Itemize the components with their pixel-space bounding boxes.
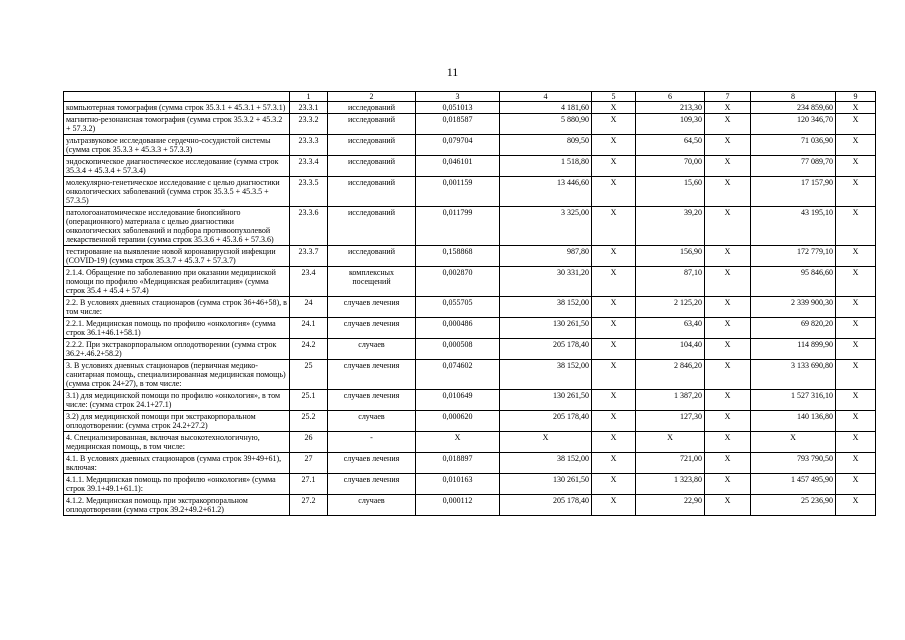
row-col3: 0,051013 (416, 102, 500, 114)
row-col8: X (751, 432, 836, 453)
row-col6: 721,00 (636, 453, 705, 474)
row-col8: 95 846,60 (751, 267, 836, 297)
row-name: магнитно-резонансная томография (сумма строк 35.3.2 + 45.3.2 + 57.3.2) (64, 114, 290, 135)
column-header-7: 7 (705, 92, 751, 102)
row-col6: 70,00 (636, 156, 705, 177)
row-col6: 63,40 (636, 318, 705, 339)
row-col6: 213,30 (636, 102, 705, 114)
row-name: 4.1.2. Медицинская помощь при экстракорпоральном оплодотворении (сумма строк 39.2+49.2+61.2) (64, 495, 290, 516)
row-col5: X (592, 267, 636, 297)
table-row (64, 453, 876, 474)
row-col6: 156,90 (636, 246, 705, 267)
row-col3: 0,018587 (416, 114, 500, 135)
row-col9: X (836, 339, 876, 360)
row-name: 4.1.1. Медицинская помощь по профилю «онкология» (сумма строк 39.1+49.1+61.1): (64, 474, 290, 495)
row-name: тестирование на выявление новой коронавирусной инфекции (COVID-19) (сумма строк 35.3.7 + 45.3.7 + 57.3.7) (64, 246, 290, 267)
row-col7: X (705, 207, 751, 246)
row-col7: X (705, 177, 751, 207)
row-code: 23.3.7 (290, 246, 328, 267)
row-col3: 0,046101 (416, 156, 500, 177)
row-col4: 38 152,00 (500, 453, 592, 474)
table-row (64, 432, 876, 453)
row-col7: X (705, 453, 751, 474)
row-col8: 69 820,20 (751, 318, 836, 339)
row-col5: X (592, 318, 636, 339)
row-col6: 64,50 (636, 135, 705, 156)
row-name: 4. Специализированная, включая высокотехнологичную, медицинская помощь, в том числе: (64, 432, 290, 453)
row-col9: X (836, 114, 876, 135)
row-col8: 2 339 900,30 (751, 297, 836, 318)
row-code: 24 (290, 297, 328, 318)
row-unit: случаев лечения (328, 453, 416, 474)
row-unit: комплексных посещений (328, 267, 416, 297)
row-col9: X (836, 474, 876, 495)
row-col5: X (592, 297, 636, 318)
row-col5: X (592, 360, 636, 390)
row-col3: 0,002870 (416, 267, 500, 297)
row-col7: X (705, 156, 751, 177)
row-code: 23.3.5 (290, 177, 328, 207)
row-unit: случаев лечения (328, 297, 416, 318)
row-unit: случаев лечения (328, 390, 416, 411)
table-row (64, 246, 876, 267)
column-number-row (64, 92, 876, 102)
row-col8: 120 346,70 (751, 114, 836, 135)
row-col6: 22,90 (636, 495, 705, 516)
row-col9: X (836, 267, 876, 297)
row-name: 2.2. В условиях дневных стационаров (сумма строк 36+46+58), в том числе: (64, 297, 290, 318)
row-col4: 1 518,80 (500, 156, 592, 177)
row-col3: 0,079704 (416, 135, 500, 156)
column-header-9: 9 (836, 92, 876, 102)
table-row (64, 267, 876, 297)
column-header-2: 2 (328, 92, 416, 102)
row-unit: исследований (328, 156, 416, 177)
row-unit: исследований (328, 135, 416, 156)
row-code: 25.2 (290, 411, 328, 432)
row-unit: случаев (328, 495, 416, 516)
row-code: 25.1 (290, 390, 328, 411)
row-col3: 0,010649 (416, 390, 500, 411)
row-code: 23.3.1 (290, 102, 328, 114)
row-code: 27.2 (290, 495, 328, 516)
row-col7: X (705, 297, 751, 318)
table-row (64, 495, 876, 516)
row-col6: 109,30 (636, 114, 705, 135)
row-col9: X (836, 432, 876, 453)
row-col8: 1 527 316,10 (751, 390, 836, 411)
row-col8: 17 157,90 (751, 177, 836, 207)
row-col6: 104,40 (636, 339, 705, 360)
row-code: 24.1 (290, 318, 328, 339)
row-name: 2.1.4. Обращение по заболеванию при оказании медицинской помощи по профилю «Медицинская реабилитация» (сумма строк 35.4 + 45.4 + 57.4) (64, 267, 290, 297)
table-row (64, 318, 876, 339)
table-row (64, 177, 876, 207)
page-number: 11 (446, 65, 459, 79)
row-col5: X (592, 207, 636, 246)
row-col7: X (705, 432, 751, 453)
row-col4: 4 181,60 (500, 102, 592, 114)
row-col3: 0,001159 (416, 177, 500, 207)
row-col5: X (592, 474, 636, 495)
row-col9: X (836, 102, 876, 114)
row-col7: X (705, 390, 751, 411)
row-code: 23.3.3 (290, 135, 328, 156)
row-col6: 87,10 (636, 267, 705, 297)
row-col7: X (705, 135, 751, 156)
table-row (64, 135, 876, 156)
column-header-3: 3 (416, 92, 500, 102)
row-name: 3. В условиях дневных стационаров (первичная медико-санитарная помощь, специализированная медицинская помощь) (сумма строк 24+27), в том числе: (64, 360, 290, 390)
row-col9: X (836, 297, 876, 318)
row-col9: X (836, 411, 876, 432)
column-header-6: 6 (636, 92, 705, 102)
row-unit: случаев (328, 411, 416, 432)
row-name: молекулярно-генетическое исследование с целью диагностики онкологических заболеваний (сумма строк 35.3.5 + 45.3.5 + 57.3.5) (64, 177, 290, 207)
row-col8: 3 133 690,80 (751, 360, 836, 390)
row-name: патологоанатомическое исследование биопсийного (операционного) материала с целью диагностики онкологических заболеваний и подбора противоопухолевой лекарственной терапии (сумма строк 35.3.6 + 45.3.6 + 57.3.6) (64, 207, 290, 246)
row-col4: X (500, 432, 592, 453)
column-header-8: 8 (751, 92, 836, 102)
row-code: 23.3.2 (290, 114, 328, 135)
row-col8: 71 036,90 (751, 135, 836, 156)
table-row (64, 297, 876, 318)
row-col7: X (705, 411, 751, 432)
row-col5: X (592, 339, 636, 360)
row-col9: X (836, 246, 876, 267)
row-col8: 77 089,70 (751, 156, 836, 177)
table-row (64, 411, 876, 432)
table-row (64, 156, 876, 177)
row-code: 23.3.4 (290, 156, 328, 177)
row-col4: 38 152,00 (500, 360, 592, 390)
column-header-0 (64, 92, 290, 102)
row-col8: 25 236,90 (751, 495, 836, 516)
row-col7: X (705, 102, 751, 114)
row-col3: 0,011799 (416, 207, 500, 246)
row-col3: 0,010163 (416, 474, 500, 495)
row-code: 27 (290, 453, 328, 474)
row-col7: X (705, 474, 751, 495)
row-col9: X (836, 207, 876, 246)
row-col4: 5 880,90 (500, 114, 592, 135)
row-name: 3.1) для медицинской помощи по профилю «онкология», в том числе: (сумма строк 24.1+27.1) (64, 390, 290, 411)
row-col3: 0,018897 (416, 453, 500, 474)
table-row (64, 474, 876, 495)
row-col3: X (416, 432, 500, 453)
row-col4: 38 152,00 (500, 297, 592, 318)
row-col4: 809,50 (500, 135, 592, 156)
table-row (64, 207, 876, 246)
row-name: 2.2.1. Медицинская помощь по профилю «онкология» (сумма строк 36.1+46.1+58.1) (64, 318, 290, 339)
row-unit: - (328, 432, 416, 453)
table-row (64, 360, 876, 390)
row-unit: случаев лечения (328, 360, 416, 390)
row-col3: 0,000508 (416, 339, 500, 360)
row-col4: 130 261,50 (500, 318, 592, 339)
row-name: компьютерная томография (сумма строк 35.3.1 + 45.3.1 + 57.3.1) (64, 102, 290, 114)
row-col7: X (705, 318, 751, 339)
row-col5: X (592, 432, 636, 453)
row-col5: X (592, 246, 636, 267)
table-row (64, 339, 876, 360)
row-unit: случаев лечения (328, 318, 416, 339)
column-header-1: 1 (290, 92, 328, 102)
row-col8: 114 899,90 (751, 339, 836, 360)
row-col9: X (836, 453, 876, 474)
row-code: 26 (290, 432, 328, 453)
row-col3: 0,000112 (416, 495, 500, 516)
row-col7: X (705, 495, 751, 516)
row-col9: X (836, 390, 876, 411)
row-col4: 205 178,40 (500, 339, 592, 360)
row-col5: X (592, 156, 636, 177)
row-unit: случаев лечения (328, 474, 416, 495)
row-unit: исследований (328, 114, 416, 135)
row-unit: случаев (328, 339, 416, 360)
row-col8: 793 790,50 (751, 453, 836, 474)
row-col6: 127,30 (636, 411, 705, 432)
row-col6: 1 323,80 (636, 474, 705, 495)
row-col5: X (592, 453, 636, 474)
row-col7: X (705, 267, 751, 297)
row-col7: X (705, 114, 751, 135)
row-col8: 172 779,10 (751, 246, 836, 267)
row-col9: X (836, 360, 876, 390)
row-name: эндоскопическое диагностическое исследование (сумма строк 35.3.4 + 45.3.4 + 57.3.4) (64, 156, 290, 177)
row-col4: 130 261,50 (500, 474, 592, 495)
row-col5: X (592, 114, 636, 135)
row-col3: 0,000486 (416, 318, 500, 339)
row-col7: X (705, 339, 751, 360)
row-unit: исследований (328, 246, 416, 267)
data-table (63, 91, 876, 516)
row-col5: X (592, 411, 636, 432)
row-col9: X (836, 156, 876, 177)
row-col9: X (836, 135, 876, 156)
row-col8: 43 195,10 (751, 207, 836, 246)
row-name: 4.1. В условиях дневных стационаров (сумма строк 39+49+61), включая: (64, 453, 290, 474)
row-col5: X (592, 177, 636, 207)
row-code: 27.1 (290, 474, 328, 495)
row-col8: 1 457 495,90 (751, 474, 836, 495)
row-unit: исследований (328, 177, 416, 207)
row-name: 3.2) для медицинской помощи при экстракорпоральном оплодотворении: (сумма строк 24.2+27.2) (64, 411, 290, 432)
row-unit: исследований (328, 102, 416, 114)
row-code: 24.2 (290, 339, 328, 360)
row-col4: 3 325,00 (500, 207, 592, 246)
row-col3: 0,074602 (416, 360, 500, 390)
column-header-4: 4 (500, 92, 592, 102)
row-col9: X (836, 495, 876, 516)
column-header-5: 5 (592, 92, 636, 102)
table-row (64, 390, 876, 411)
row-col4: 30 331,20 (500, 267, 592, 297)
row-name: ультразвуковое исследование сердечно-сосудистой системы (сумма строк 35.3.3 + 45.3.3 + 57.3.3) (64, 135, 290, 156)
row-col9: X (836, 318, 876, 339)
row-col7: X (705, 360, 751, 390)
row-col3: 0,055705 (416, 297, 500, 318)
row-col6: 15,60 (636, 177, 705, 207)
table-row (64, 114, 876, 135)
row-col8: 140 136,80 (751, 411, 836, 432)
row-col7: X (705, 246, 751, 267)
row-code: 25 (290, 360, 328, 390)
row-col4: 205 178,40 (500, 411, 592, 432)
row-col6: 1 387,20 (636, 390, 705, 411)
row-col3: 0,158868 (416, 246, 500, 267)
row-unit: исследований (328, 207, 416, 246)
row-col5: X (592, 102, 636, 114)
row-col4: 205 178,40 (500, 495, 592, 516)
table-body (64, 102, 876, 516)
row-col6: 2 846,20 (636, 360, 705, 390)
row-col4: 987,80 (500, 246, 592, 267)
row-col6: X (636, 432, 705, 453)
row-col4: 130 261,50 (500, 390, 592, 411)
row-col3: 0,000620 (416, 411, 500, 432)
row-code: 23.4 (290, 267, 328, 297)
row-col6: 2 125,20 (636, 297, 705, 318)
row-code: 23.3.6 (290, 207, 328, 246)
row-col6: 39,20 (636, 207, 705, 246)
row-col5: X (592, 495, 636, 516)
row-name: 2.2.2. При экстракорпоральном оплодотворении (сумма строк 36.2+.46.2+58.2) (64, 339, 290, 360)
row-col4: 13 446,60 (500, 177, 592, 207)
row-col5: X (592, 390, 636, 411)
row-col8: 234 859,60 (751, 102, 836, 114)
row-col5: X (592, 135, 636, 156)
row-col9: X (836, 177, 876, 207)
table-row (64, 102, 876, 114)
